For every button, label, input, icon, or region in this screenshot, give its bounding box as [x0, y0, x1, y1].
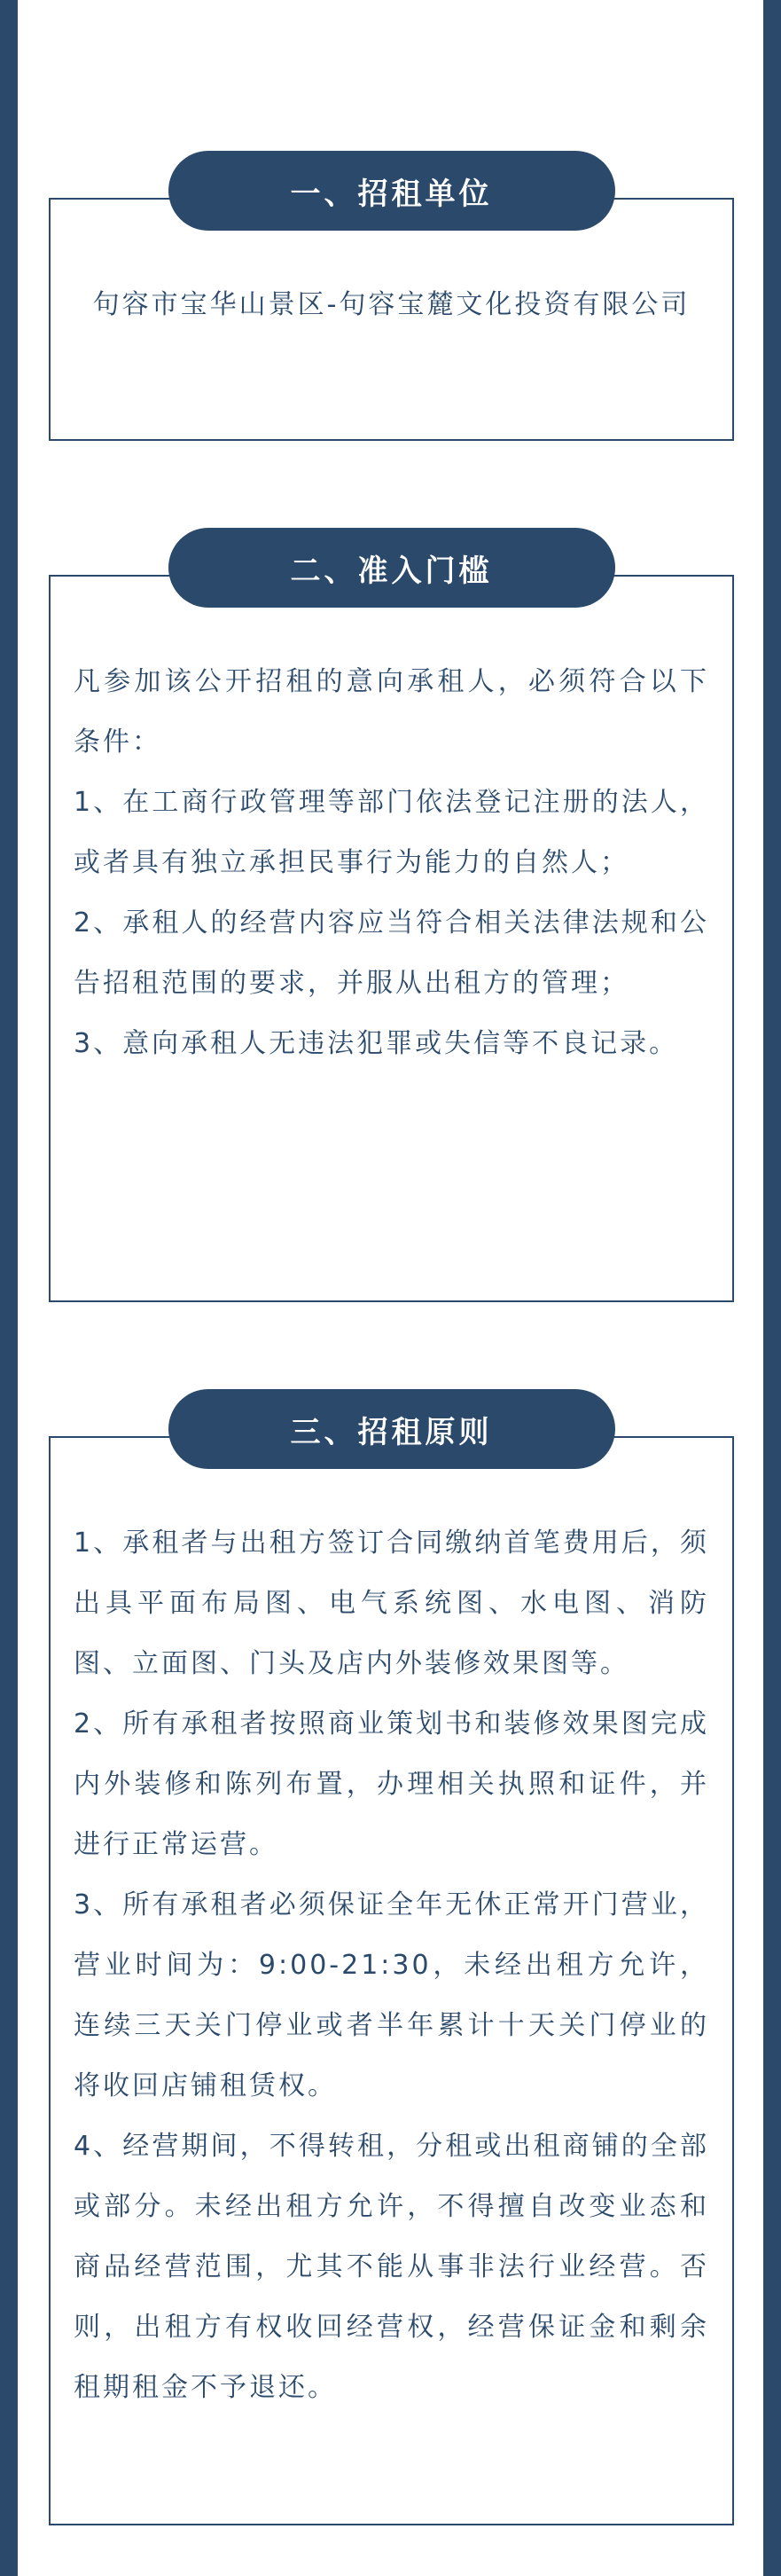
section-title: 一、招租单位 [168, 151, 615, 231]
paragraph: 1、在工商行政管理等部门依法登记注册的法人，或者具有独立承担民事行为能力的自然人； [74, 787, 709, 878]
section-title: 二、准入门槛 [168, 528, 615, 608]
paragraph: 1、承租者与出租方签订合同缴纳首笔费用后，须出具平面布局图、电气系统图、水电图、消防图、立面图、门头及店内外装修效果图等。 [74, 1528, 709, 1679]
section-body [49, 275, 734, 335]
paragraph: 2、所有承租者按照商业策划书和装修效果图完成内外装修和陈列布置，办理相关执照和证件，并进行正常运营。 [74, 1708, 709, 1860]
section-entry-requirements [49, 528, 734, 1302]
paragraph: 3、意向承租人无违法犯罪或失信等不良记录。 [74, 1028, 679, 1059]
section-body [49, 1513, 734, 2418]
section-body [49, 652, 734, 1074]
section-title: 三、招租原则 [168, 1389, 615, 1469]
paragraph: 4、经营期间，不得转租，分租或出租商铺的全部或部分。未经出租方允许，不得擅自改变业态和商品经营范围，尤其不能从事非法行业经营。否则，出租方有权收回经营权，经营保证金和剩余租期租金不予退还。 [74, 2131, 709, 2403]
paragraph: 3、所有承租者必须保证全年无休正常开门营业，营业时间为：9:00-21:30，未经出租方允许，连续三天关门停业或者半年累计十天关门停业的将收回店铺租赁权。 [74, 1889, 709, 2101]
paragraph: 2、承租人的经营内容应当符合相关法律法规和公告招租范围的要求，并服从出租方的管理； [74, 907, 709, 999]
section-leasing-principles [49, 1389, 734, 2525]
page [18, 0, 763, 2576]
paragraph: 句容市宝华山景区-句容宝麓文化投资有限公司 [92, 289, 691, 320]
paragraph: 凡参加该公开招租的意向承租人，必须符合以下条件： [74, 666, 709, 758]
section-leasing-unit [49, 151, 734, 441]
